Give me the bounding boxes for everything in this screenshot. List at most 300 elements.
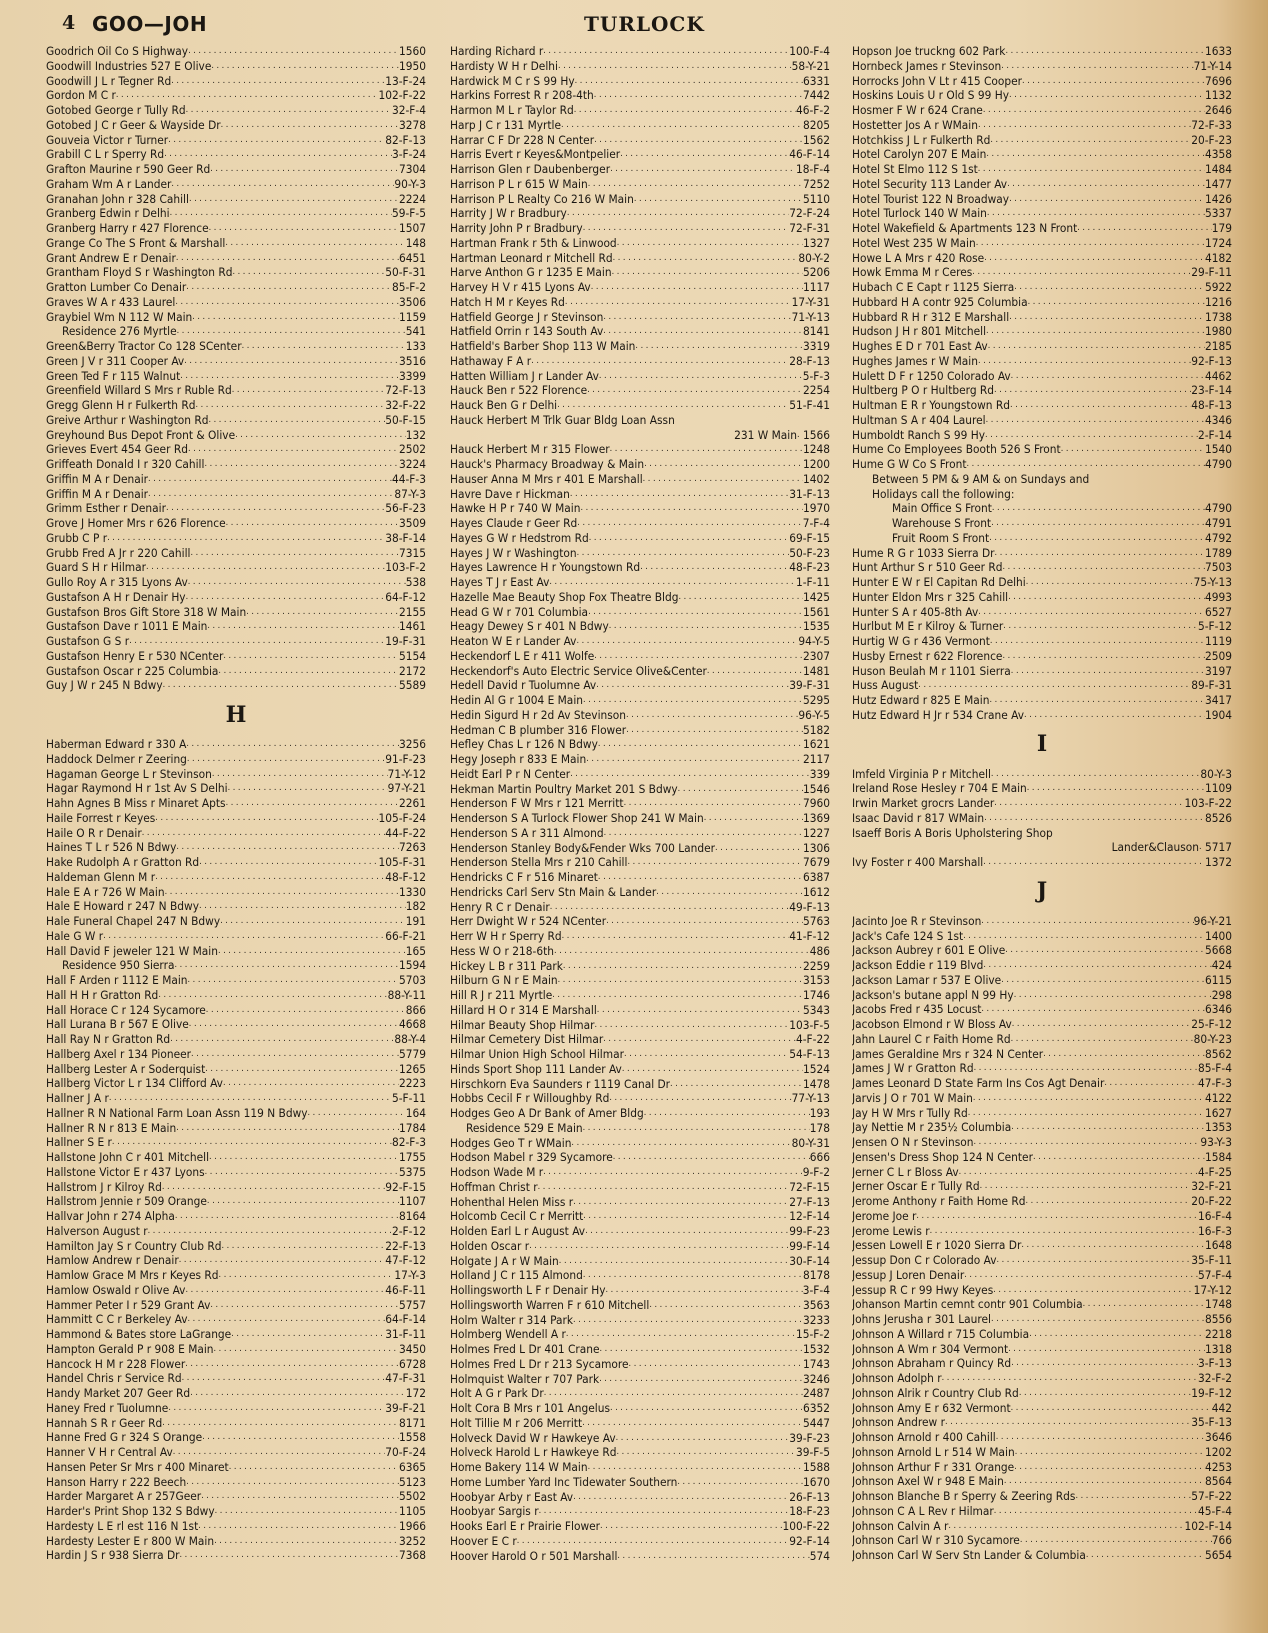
dot-leader bbox=[574, 103, 796, 118]
listing-name: Hallner J A r bbox=[46, 1091, 109, 1105]
dot-leader bbox=[990, 133, 1191, 148]
dot-leader bbox=[587, 383, 803, 398]
listing-name: Gullo Roy A r 315 Lyons Av bbox=[46, 575, 188, 589]
phone-number: 5763 bbox=[802, 914, 830, 929]
listing-row bbox=[450, 88, 830, 103]
listing-name: Holmberg Wendell A r bbox=[450, 1327, 566, 1342]
listing-name: Holmes Fred L Dr r 213 Sycamore bbox=[450, 1356, 629, 1371]
listing-row bbox=[450, 310, 830, 325]
listing-row bbox=[852, 1017, 1232, 1032]
listing-name: Hamlow Oswald r Olive Av bbox=[46, 1282, 186, 1297]
phone-number: 3-F-24 bbox=[391, 147, 426, 162]
listing-row bbox=[46, 1194, 426, 1209]
listing-row bbox=[852, 1415, 1232, 1430]
listing-name: Hatfield Orrin r 143 South Av bbox=[450, 324, 604, 339]
listing-name: Hampton Gerald P r 908 E Main bbox=[46, 1341, 214, 1356]
listing-name: Hoffman Christ r bbox=[450, 1179, 538, 1194]
phone-number: 8141 bbox=[802, 324, 830, 339]
listing-name: Jahn Laurel C r Faith Home Rd bbox=[852, 1031, 1011, 1046]
phone-number: 1535 bbox=[802, 619, 830, 634]
phone-number: 6527 bbox=[1204, 604, 1232, 619]
dot-leader bbox=[1011, 664, 1205, 679]
listing-row bbox=[450, 1091, 830, 1106]
dot-leader bbox=[942, 1371, 1198, 1386]
listing-row bbox=[450, 265, 830, 280]
listing-row bbox=[450, 236, 830, 251]
listing-row bbox=[46, 1017, 426, 1032]
listing-row bbox=[852, 88, 1232, 103]
listing-name: Granahan John r 328 Cahill bbox=[46, 191, 189, 206]
listing-row bbox=[46, 1475, 426, 1490]
listing-name: Hallner S E r bbox=[46, 1135, 112, 1150]
listing-row bbox=[852, 1091, 1232, 1106]
phone-number: 1461 bbox=[398, 619, 426, 634]
listing-row bbox=[450, 1342, 830, 1357]
phone-number: 1265 bbox=[398, 1061, 426, 1076]
dot-leader bbox=[166, 501, 385, 516]
dot-leader bbox=[171, 74, 385, 89]
listing-name: Hatten William J r Lander Av bbox=[450, 368, 599, 383]
listing-row bbox=[852, 487, 1232, 502]
dot-leader bbox=[173, 1445, 385, 1460]
listing-row bbox=[852, 501, 1232, 516]
phone-number: 59-F-5 bbox=[391, 206, 426, 221]
dot-leader bbox=[186, 280, 392, 295]
listing-name: Jerome Anthony r Faith Home Rd bbox=[852, 1194, 1026, 1208]
phone-number: 72-F-33 bbox=[1191, 117, 1232, 132]
phone-number: 5110 bbox=[802, 191, 830, 206]
dot-leader bbox=[635, 339, 803, 354]
phone-number: 1724 bbox=[1204, 235, 1232, 250]
dot-leader bbox=[205, 1165, 399, 1180]
phone-number: 442 bbox=[1211, 1400, 1232, 1415]
listing-name: Johnson Andrew r bbox=[852, 1415, 945, 1430]
phone-number: 7960 bbox=[802, 796, 830, 811]
dot-leader bbox=[991, 516, 1205, 531]
listing-row bbox=[852, 649, 1232, 664]
dot-leader bbox=[629, 1357, 803, 1372]
listing-row bbox=[450, 811, 830, 826]
dot-leader bbox=[1028, 295, 1205, 310]
dot-leader bbox=[146, 560, 385, 575]
listing-row bbox=[450, 678, 830, 693]
dot-leader bbox=[185, 1357, 399, 1372]
phone-number: 31-F-11 bbox=[385, 1327, 426, 1341]
listing-row bbox=[450, 383, 830, 398]
dot-leader bbox=[539, 1504, 790, 1519]
dot-leader bbox=[1014, 1460, 1205, 1475]
phone-number: 2155 bbox=[398, 604, 426, 619]
listing-name: Gustafson Henry E r 530 NCenter bbox=[46, 648, 224, 663]
phone-number: 866 bbox=[405, 1002, 426, 1017]
dot-leader bbox=[190, 546, 399, 561]
dot-leader bbox=[610, 1401, 803, 1416]
listing-name: Jerome Joe r bbox=[852, 1208, 917, 1223]
phone-number: 1594 bbox=[398, 958, 426, 973]
dot-leader bbox=[1011, 1401, 1212, 1416]
dot-leader bbox=[170, 1032, 394, 1047]
dot-leader bbox=[1077, 221, 1211, 236]
dot-leader bbox=[176, 1121, 399, 1136]
phone-number: 538 bbox=[405, 575, 426, 589]
phone-number: 4182 bbox=[1204, 250, 1232, 265]
phone-number: 35-F-13 bbox=[1191, 1415, 1232, 1430]
listing-row bbox=[852, 265, 1232, 280]
listing-name: Grant Andrew E r Denair bbox=[46, 250, 176, 265]
listing-name: Hotel Wakefield & Apartments 123 N Front bbox=[852, 221, 1078, 235]
phone-number: 92-F-13 bbox=[1191, 353, 1232, 368]
listing-name: Holt A G r Park Dr bbox=[450, 1386, 544, 1401]
listing-name: Hendricks C F r 516 Minaret bbox=[450, 870, 598, 884]
phone-number: 96-Y-21 bbox=[1193, 913, 1232, 928]
phone-number: 2185 bbox=[1204, 339, 1232, 353]
dot-leader bbox=[594, 133, 803, 148]
dot-leader bbox=[1014, 988, 1212, 1003]
listing-row bbox=[46, 560, 426, 575]
listing-name: Grimm Esther r Denair bbox=[46, 501, 166, 516]
listing-name: Holden Earl L r August Av bbox=[450, 1224, 586, 1238]
phone-number: 3509 bbox=[398, 516, 426, 530]
phone-number: 23-F-14 bbox=[1191, 383, 1232, 398]
listing-row bbox=[450, 59, 830, 74]
phone-number: 6451 bbox=[398, 250, 426, 265]
dot-leader bbox=[983, 958, 1211, 973]
listing-name: Hauck Herbert M r 315 Flower bbox=[450, 442, 610, 457]
listing-row bbox=[46, 310, 426, 325]
listing-name: Hendricks Carl Serv Stn Main & Lander bbox=[450, 884, 657, 899]
dot-leader bbox=[201, 1489, 399, 1504]
dot-leader bbox=[223, 1076, 399, 1091]
listing-name: Jerner C L r Bloss Av bbox=[852, 1164, 959, 1179]
listing-row bbox=[46, 442, 426, 457]
listing-name: Harding Richard r bbox=[450, 44, 544, 58]
dot-leader bbox=[1011, 1356, 1198, 1371]
listing-row bbox=[852, 1209, 1232, 1224]
listing-row bbox=[46, 1357, 426, 1372]
phone-number: 5295 bbox=[802, 693, 830, 707]
listing-name: Hagar Raymond H r 1st Av S Delhi bbox=[46, 781, 228, 796]
listing-name: Johnson Arnold L r 514 W Main bbox=[852, 1444, 1015, 1459]
listing-name: Hubbard H A contr 925 Columbia bbox=[852, 294, 1028, 309]
listing-row bbox=[450, 531, 830, 546]
listing-name: Hurtig W G r 436 Vermont bbox=[852, 634, 990, 648]
dot-leader bbox=[571, 1136, 791, 1151]
dot-leader bbox=[557, 398, 789, 413]
dot-leader bbox=[232, 265, 385, 280]
phone-number: 97-Y-21 bbox=[387, 781, 426, 796]
dot-leader bbox=[986, 324, 1205, 339]
phone-number: 1524 bbox=[802, 1061, 830, 1076]
phone-number: 5343 bbox=[802, 1002, 830, 1017]
phone-number: 1970 bbox=[802, 501, 830, 516]
listing-row bbox=[450, 442, 830, 457]
listing-row bbox=[852, 369, 1232, 384]
phone-number: 1105 bbox=[398, 1504, 426, 1518]
dot-leader bbox=[995, 546, 1205, 561]
listing-name: Graham Wm A r Lander bbox=[46, 176, 172, 191]
listing-name: Hansen Peter Sr Mrs r 400 Minaret bbox=[46, 1459, 229, 1474]
listing-name: Gouveia Victor r Turner bbox=[46, 132, 169, 147]
listing-row bbox=[46, 280, 426, 295]
phone-number: 4993 bbox=[1204, 589, 1232, 604]
listing-row bbox=[450, 1224, 830, 1239]
listing-name: Hedin Sigurd H r 2d Av Stevinson bbox=[450, 707, 627, 722]
listing-name: Imfeld Virginia P r Mitchell bbox=[852, 766, 991, 781]
phone-number: 32-F-2 bbox=[1197, 1371, 1232, 1385]
listing-row bbox=[46, 664, 426, 679]
listing-row bbox=[450, 693, 830, 708]
dot-leader bbox=[214, 1534, 399, 1549]
dot-leader bbox=[656, 885, 803, 900]
listing-name: Ivy Foster r 400 Marshall bbox=[852, 855, 984, 869]
dot-leader bbox=[1014, 280, 1205, 295]
listing-name: Jackson Eddie r 119 Blvd bbox=[852, 958, 984, 972]
listing-name: Harmon M L r Taylor Rd bbox=[450, 103, 574, 117]
listing-name: Green Ted F r 115 Walnut bbox=[46, 368, 181, 383]
listing-name: Hallstone Victor E r 437 Lyons bbox=[46, 1164, 205, 1179]
listing-row bbox=[450, 339, 830, 354]
listing-row bbox=[46, 1534, 426, 1549]
listing-name: Hotel Security 113 Lander Av bbox=[852, 176, 1008, 191]
dot-leader bbox=[644, 1106, 810, 1121]
dot-leader bbox=[597, 1003, 803, 1018]
dot-leader bbox=[583, 693, 803, 708]
dot-leader bbox=[563, 959, 803, 974]
listing-name: Hardin J S r 938 Sierra Dr bbox=[46, 1548, 180, 1563]
phone-number: 3399 bbox=[398, 368, 426, 383]
phone-number: 7-F-4 bbox=[802, 516, 830, 530]
listing-row bbox=[46, 162, 426, 177]
listing-row bbox=[852, 457, 1232, 472]
phone-number: 16-F-4 bbox=[1197, 1208, 1232, 1223]
listing-name: Jerner Oscar E r Tully Rd bbox=[852, 1179, 980, 1194]
phone-number: 19-F-12 bbox=[1191, 1385, 1232, 1400]
dot-leader bbox=[1015, 1445, 1205, 1460]
listing-row bbox=[46, 1224, 426, 1239]
listing-row bbox=[46, 590, 426, 605]
dot-leader bbox=[168, 1401, 385, 1416]
listing-name: James Leonard D State Farm Ins Cos Agt Denair bbox=[852, 1076, 1105, 1090]
listing-row bbox=[46, 988, 426, 1003]
dot-leader bbox=[188, 973, 399, 988]
listing-row bbox=[450, 413, 830, 428]
listing-row bbox=[46, 44, 426, 59]
listing-name: Johnson Abraham r Quincy Rd bbox=[852, 1356, 1012, 1371]
dot-leader bbox=[576, 634, 798, 649]
listing-name: Hagaman George L r Stevinson bbox=[46, 766, 212, 781]
phone-number: 3516 bbox=[398, 353, 426, 368]
listing-row bbox=[46, 811, 426, 826]
listing-row bbox=[450, 1077, 830, 1092]
listing-name: Hatch H M r Keyes Rd bbox=[450, 294, 565, 309]
listing-name: Holland J C r 115 Almond bbox=[450, 1268, 583, 1283]
listing-row bbox=[46, 1327, 426, 1342]
listing-row bbox=[450, 914, 830, 929]
phone-number: 1402 bbox=[802, 471, 830, 486]
dot-leader bbox=[210, 162, 399, 177]
phone-number: 178 bbox=[809, 1120, 830, 1135]
phone-number: 17-Y-12 bbox=[1193, 1282, 1232, 1297]
listing-name: Harrison P L r 615 W Main bbox=[450, 176, 588, 191]
dot-leader bbox=[930, 1224, 1198, 1239]
phone-number: 3319 bbox=[802, 339, 830, 353]
phone-number: 3224 bbox=[398, 457, 426, 471]
listing-row bbox=[46, 413, 426, 428]
listing-row bbox=[46, 619, 426, 634]
phone-number: 1200 bbox=[802, 457, 830, 471]
listing-name: Hazelle Mae Beauty Shop Fox Theatre Bldg bbox=[450, 589, 679, 604]
dot-leader bbox=[231, 1327, 385, 1342]
phone-number: 22-F-13 bbox=[385, 1238, 426, 1253]
dot-leader bbox=[948, 1519, 1184, 1534]
phone-number: 32-F-4 bbox=[391, 103, 426, 117]
dot-leader bbox=[182, 1371, 386, 1386]
listing-name: Hotel Turlock 140 W Main bbox=[852, 206, 987, 221]
listing-row bbox=[450, 1431, 830, 1446]
phone-number: 88-Y-4 bbox=[394, 1032, 426, 1046]
phone-number: 1755 bbox=[398, 1150, 426, 1164]
listing-row bbox=[852, 221, 1232, 236]
listing-row bbox=[450, 221, 830, 236]
phone-number: 82-F-3 bbox=[391, 1135, 426, 1150]
phone-number: 41-F-12 bbox=[789, 929, 830, 943]
listing-name: Johnson A Willard r 715 Columbia bbox=[852, 1326, 1030, 1341]
dot-leader bbox=[967, 457, 1205, 472]
listing-name: Griffeath Donald I r 320 Cahill bbox=[46, 457, 205, 471]
listing-row bbox=[852, 118, 1232, 133]
dot-leader bbox=[640, 560, 789, 575]
dot-leader bbox=[186, 1475, 399, 1490]
phone-number: 80-Y-31 bbox=[791, 1135, 830, 1150]
dot-leader bbox=[974, 1061, 1198, 1076]
listing-row bbox=[852, 1224, 1232, 1239]
phone-number: 3646 bbox=[1204, 1430, 1232, 1444]
listing-name: Hardesty Lester E r 800 W Main bbox=[46, 1533, 215, 1548]
dot-leader bbox=[978, 354, 1191, 369]
dot-leader bbox=[107, 531, 385, 546]
phone-number: 5757 bbox=[398, 1297, 426, 1312]
listing-row bbox=[46, 206, 426, 221]
listing-name: Gustafson Dave r 1011 E Main bbox=[46, 619, 208, 634]
listing-row bbox=[450, 1150, 830, 1165]
listing-row bbox=[46, 147, 426, 162]
listing-row bbox=[46, 265, 426, 280]
dot-leader bbox=[573, 1490, 789, 1505]
listing-name: Johnson Blanche B r Sperry & Zeering Rds bbox=[852, 1489, 1076, 1503]
listing-name: Greive Arthur r Washington Rd bbox=[46, 412, 209, 427]
listing-name: Holm Walter r 314 Park bbox=[450, 1312, 573, 1327]
listing-name: Granberg Edwin r Delhi bbox=[46, 206, 170, 221]
dot-leader bbox=[620, 147, 789, 162]
dot-leader bbox=[148, 472, 392, 487]
phone-number: 77-Y-13 bbox=[791, 1091, 830, 1106]
phone-number: 50-F-31 bbox=[385, 265, 426, 280]
dot-leader bbox=[1001, 973, 1205, 988]
listing-name: Hatfield's Barber Shop 113 W Main bbox=[450, 339, 636, 353]
listing-row bbox=[450, 1268, 830, 1283]
listing-name: Hannah S R r Geer Rd bbox=[46, 1415, 163, 1430]
phone-number: 64-F-12 bbox=[385, 589, 426, 604]
phone-number: 7315 bbox=[398, 545, 426, 560]
phone-number: 1109 bbox=[1204, 781, 1232, 796]
page-number: 4 bbox=[62, 12, 76, 34]
listing-name: Henry R C r Denair bbox=[450, 899, 550, 914]
dot-leader bbox=[627, 855, 803, 870]
dot-leader bbox=[1026, 1194, 1192, 1209]
listing-row bbox=[852, 1106, 1232, 1121]
listing-row bbox=[450, 354, 830, 369]
dot-leader bbox=[209, 1150, 399, 1165]
dot-leader bbox=[677, 1475, 803, 1490]
phone-number: 105-F-31 bbox=[378, 855, 426, 869]
listing-name: Howk Emma M r Ceres bbox=[852, 265, 973, 280]
dot-leader bbox=[609, 1091, 791, 1106]
dot-leader bbox=[186, 737, 399, 752]
dot-leader bbox=[517, 1534, 789, 1549]
phone-number: 8171 bbox=[398, 1415, 426, 1430]
listing-name: Hall Ray N r Gratton Rd bbox=[46, 1032, 171, 1046]
listing-row bbox=[450, 959, 830, 974]
listing-row bbox=[450, 929, 830, 944]
phone-number: 2172 bbox=[398, 663, 426, 678]
phone-number: 1621 bbox=[802, 737, 830, 752]
dot-leader bbox=[1012, 1017, 1191, 1032]
phone-number: 20-F-22 bbox=[1191, 1194, 1232, 1208]
listing-name: Hale Funeral Chapel 247 N Bdwy bbox=[46, 914, 221, 928]
phone-number: 8562 bbox=[1204, 1046, 1232, 1061]
phone-number: 2259 bbox=[802, 958, 830, 973]
dot-leader bbox=[1033, 1150, 1205, 1165]
phone-number: 193 bbox=[809, 1106, 830, 1120]
phone-number: 1966 bbox=[398, 1518, 426, 1533]
listing-name: Hooks Earl E r Prairie Flower bbox=[450, 1519, 601, 1533]
listing-name: Johnson Amy E r 632 Vermont bbox=[852, 1400, 1011, 1415]
dot-leader bbox=[575, 74, 803, 89]
listing-row bbox=[46, 472, 426, 487]
dot-leader bbox=[624, 1047, 789, 1062]
listing-name: Hayes Claude r Geer Rd bbox=[450, 516, 578, 530]
listing-row bbox=[46, 1548, 426, 1563]
listing-name: Hunter S A r 405-8th Av bbox=[852, 604, 979, 619]
phone-number: 31-F-13 bbox=[789, 486, 830, 501]
listing-name: Hayes Lawrence H r Youngstown Rd bbox=[450, 560, 641, 575]
phone-number: 1566 bbox=[802, 427, 830, 442]
dot-leader bbox=[232, 383, 385, 398]
listing-row bbox=[46, 1401, 426, 1416]
listing-name: Hallberg Victor L r 134 Clifford Av bbox=[46, 1076, 223, 1091]
listing-row bbox=[46, 1283, 426, 1298]
phone-number: 3417 bbox=[1204, 693, 1232, 707]
dot-leader bbox=[1001, 59, 1193, 74]
listing-row bbox=[852, 354, 1232, 369]
listing-name: Jarvis J O r 701 W Main bbox=[852, 1090, 973, 1105]
phone-number: 1789 bbox=[1204, 545, 1232, 560]
phone-number: 58-Y-21 bbox=[791, 58, 830, 73]
dot-leader bbox=[968, 1106, 1205, 1121]
listing-row bbox=[46, 1430, 426, 1445]
phone-number: 72-F-15 bbox=[789, 1179, 830, 1194]
listing-name: Hathaway F A r bbox=[450, 353, 532, 368]
listing-name: Hamilton Jay S r Country Club Rd bbox=[46, 1238, 222, 1253]
dot-leader bbox=[1011, 369, 1205, 384]
listing-name: Greyhound Bus Depot Front & Olive bbox=[46, 427, 236, 442]
phone-number: 4-F-25 bbox=[1197, 1164, 1232, 1179]
phone-number: 1318 bbox=[1204, 1341, 1232, 1356]
phone-number: 1540 bbox=[1204, 442, 1232, 457]
listing-row bbox=[852, 74, 1232, 89]
listing-row bbox=[450, 1401, 830, 1416]
phone-number: 1627 bbox=[1204, 1105, 1232, 1120]
